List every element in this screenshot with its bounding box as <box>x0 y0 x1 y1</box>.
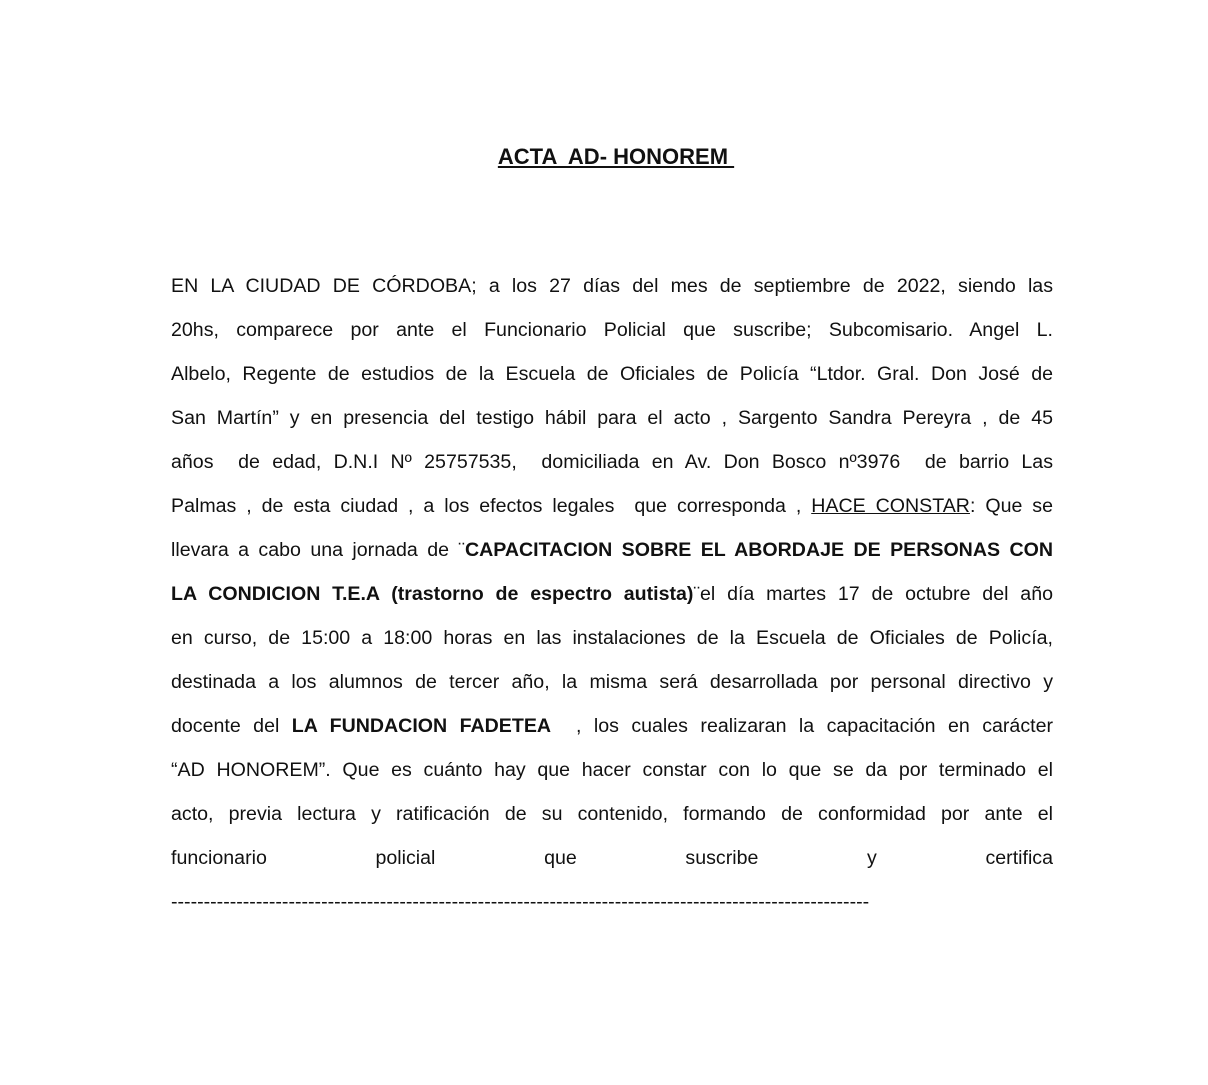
body-line-1: EN LA CIUDAD DE CÓRDOBA; a los 27 días del mes de septiembre de 2022, siendo las <box>171 275 1053 297</box>
body-line-10: destinada a los alumnos de tercer año, la misma será desarrollada por personal directivo y <box>171 671 1053 693</box>
body-line-14: funcionario policial que suscribe y certifica <box>171 847 1053 869</box>
capacitacion-title-part1: CAPACITACION SOBRE EL ABORDAJE DE PERSONAS CON <box>464 539 1053 561</box>
closing-dash-line: ----------------------------------------------------------------------------------------------------------- <box>171 891 870 913</box>
body-line-4: San Martín” y en presencia del testigo hábil para el acto , Sargento Sandra Pereyra , de 45 <box>171 407 1053 429</box>
body-line-12: “AD HONOREM”. Que es cuánto hay que hacer constar con lo que se da por terminado el <box>171 759 1053 781</box>
body-line-6-end: : Que se <box>969 495 1053 517</box>
body-line-5: años de edad, D.N.I Nº 25757535, domiciliada en Av. Don Bosco nº3976 de barrio Las <box>171 451 1053 473</box>
body-line-3: Albelo, Regente de estudios de la Escuela de Oficiales de Policía “Ltdor. Gral. Don José de <box>171 363 1053 385</box>
body-line-7 <box>171 528 1053 572</box>
body-line-9: en curso, de 15:00 a 18:00 horas en las instalaciones de la Escuela de Oficiales de Policía, <box>171 627 1053 649</box>
document-body <box>171 264 1053 880</box>
body-line-11 <box>171 704 1053 748</box>
body-line-7-start: llevara a cabo una jornada de ¨ <box>171 539 465 561</box>
body-line-6-start: Palmas , de esta ciudad , a los efectos legales que corresponda , <box>171 495 812 517</box>
body-line-11-start: docente del <box>171 715 292 737</box>
hace-constar-text: HACE CONSTAR <box>811 495 970 517</box>
body-line-6 <box>171 484 1053 528</box>
fundacion-name: LA FUNDACION FADETEA <box>291 715 552 737</box>
body-line-11-end: , los cuales realizaran la capacitación en carácter <box>551 715 1053 737</box>
document-title: ACTA AD- HONOREM <box>497 144 735 169</box>
body-line-2: 20hs, comparece por ante el Funcionario Policial que suscribe; Subcomisario. Angel L. <box>171 319 1053 341</box>
body-line-8-end: ¨el día martes 17 de octubre del año <box>693 583 1053 605</box>
body-line-13: acto, previa lectura y ratificación de su contenido, formando de conformidad por ante el <box>171 803 1053 825</box>
body-line-8 <box>171 572 1053 616</box>
capacitacion-title-part2: LA CONDICION T.E.A (trastorno de espectro autista) <box>171 583 694 605</box>
